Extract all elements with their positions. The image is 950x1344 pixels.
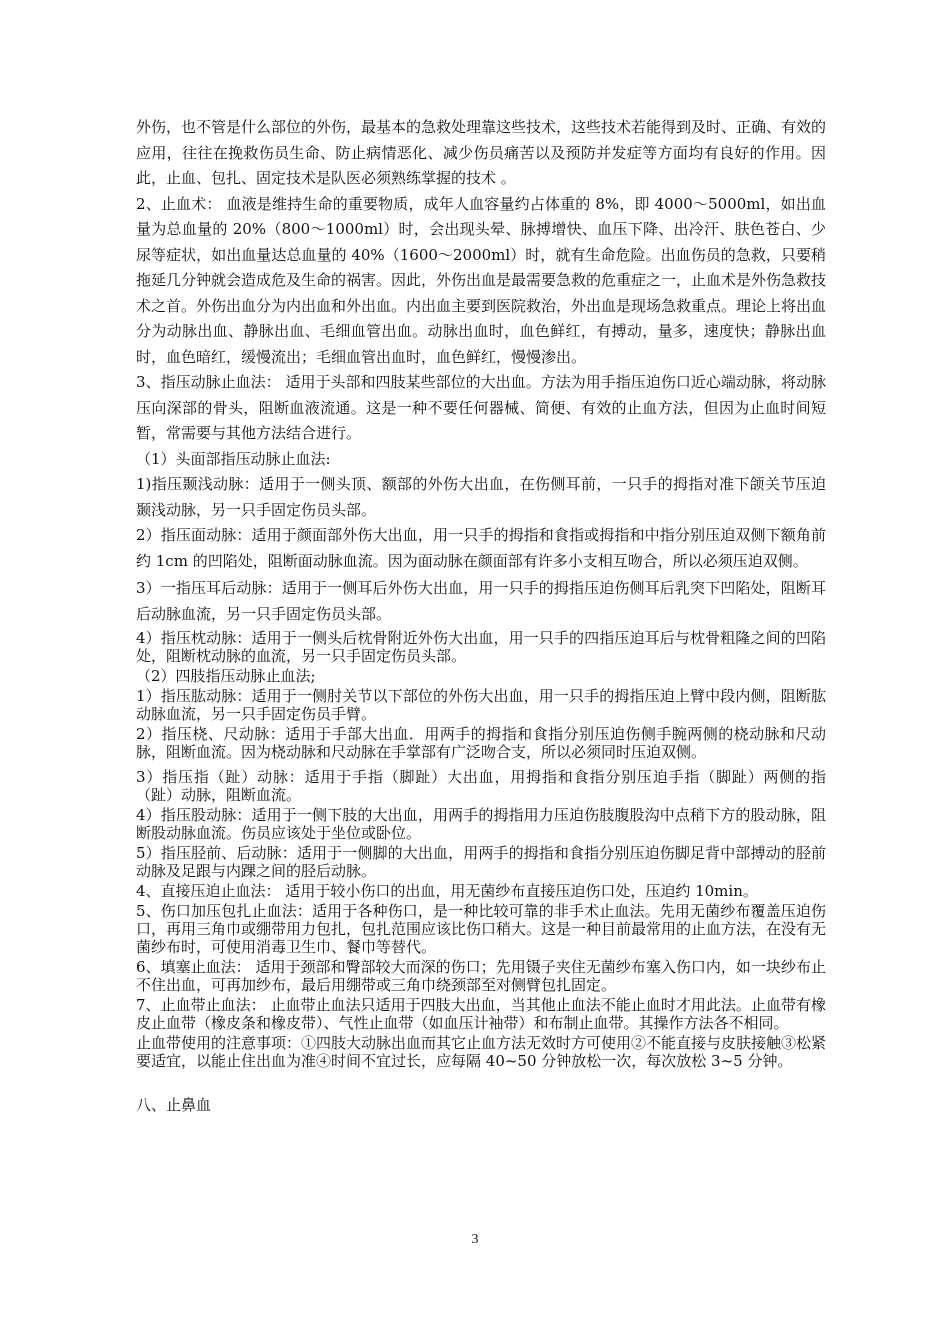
- paragraph-intro: 外伤，也不管是什么部位的外伤，最基本的急救处理靠这些技术，这些技术若能得到及时、正确、有效的应用，往往在挽救伤员生命、防止病情恶化、减少伤员痛苦以及预防并发症等方面均有良好的作用。因此，止血、包扎、固定技术是队医必须熟练掌握的技术 。: [136, 118, 827, 187]
- paragraph-femoral-artery: 4）指压股动脉：适用于一侧下肢的大出血，用两手的拇指用力压迫伤肢腹股沟中点稍下方的股动脉，阻断股动脉血流。伤员应该处于坐位或卧位。: [136, 806, 826, 842]
- paragraph-radial-ulnar: 2）指压桡、尺动脉：适用于手部大出血．用两手的拇指和食指分别压迫伤侧手腕两侧的桡动脉和尺动脉，阻断血流。因为桡动脉和尺动脉在手掌部有广泛吻合支，所以必须同时压迫双侧。: [136, 725, 826, 761]
- paragraph-brachial-artery: 1）指压肱动脉：适用于一侧肘关节以下部位的外伤大出血，用一只手的拇指压迫上臂中段内侧，阻断肱动脉血流，另一只手固定伤员手臂。: [136, 687, 826, 723]
- paragraph-packing: 6、填塞止血法： 适用于颈部和臀部较大而深的伤口；先用镊子夹住无菌纱布塞入伤口内，如一块纱布止不住出血，可再加纱布，最后用绷带或三角巾绕颈部至对侧臂包扎固定。: [136, 958, 826, 994]
- paragraph-tourniquet: 7、止血带止血法： 止血带止血法只适用于四肢大出血，当其他止血法不能止血时才用此法。止血带有橡皮止血带（橡皮条和橡皮带）、气性止血带（如血压计袖带）和布制止血带。其操作方法各不相同。: [136, 996, 826, 1032]
- paragraph-digital-artery: 3）指压指（趾）动脉：适用于手指（脚趾）大出血，用拇指和食指分别压迫手指（脚趾）两侧的指（趾）动脉，阻断血流。: [136, 768, 826, 804]
- paragraph-posterior-auricular: 3）一指压耳后动脉：适用于一侧耳后外伤大出血，用一只手的拇指压迫伤侧耳后乳突下凹陷处，阻断耳后动脉血流，另一只手固定伤员头部。: [136, 579, 826, 623]
- subheading-limbs: （2）四肢指压动脉止血法;: [136, 667, 316, 685]
- paragraph-occipital-artery: 4）指压枕动脉：适用于一侧头后枕骨附近外伤大出血，用一只手的四指压迫耳后与枕骨粗隆之间的凹陷处，阻断枕动脉的血流，另一只手固定伤员头部。: [136, 629, 826, 665]
- body-text: [136, 115, 826, 1116]
- paragraph-hemostasis: 2、止血术： 血液是维持生命的重要物质，成年人血容量约占体重的 8%，即 4000～5000ml，如出血量为总血量的 20%（800～1000ml）时，会出现头晕、脉搏增快、血压下降、出冷汗、肤色苍白、少尿等症状，如出血量达总血量的 40%（1600～2000ml）时，就有生命危险。出血伤员的急救，只要稍拖延几分钟就会造成危及生命的祸害。因此，外伤出血是最需要急救的危重症之一，止血术是外伤急救技术之首。外伤出血分为内出血和外出血。内出血主要到医院救治，外出血是现场急救重点。理论上将出血分为动脉出血、静脉出血、毛细血管出血。动脉出血时，血色鲜红，有搏动，量多，速度快；静脉出血时，血色暗红，缓慢流出；毛细血管出血时，血色鲜红，慢慢渗出。: [136, 194, 827, 366]
- section-heading-nosebleed: 八、止鼻血: [136, 1096, 212, 1114]
- paragraph-artery-pressure: 3、指压动脉止血法： 适用于头部和四肢某些部位的大出血。方法为用手指压迫伤口近心端动脉，将动脉压向深部的骨头，阻断血液流通。这是一种不要任何器械、简便、有效的止血方法，但因为止血时间短暂，常需要与其他方法结合进行。: [136, 373, 826, 442]
- page-number: 3: [471, 1232, 479, 1247]
- paragraph-temporal-artery: 1)指压颞浅动脉：适用于一侧头顶、额部的外伤大出血，在伤侧耳前，一只手的拇指对准下颌关节压迫颞浅动脉，另一只手固定伤员头部。: [136, 475, 826, 519]
- paragraph-pressure-bandage: 5、伤口加压包扎止血法：适用于各种伤口，是一种比较可靠的非手术止血法。先用无菌纱布覆盖压迫伤口，再用三角巾或绷带用力包扎，包扎范围应该比伤口稍大。这是一种目前最常用的止血方法，在没有无菌纱布时，可使用消毒卫生巾、餐巾等替代。: [136, 902, 827, 956]
- paragraph-facial-artery: 2）指压面动脉：适用于颜面部外伤大出血，用一只手的拇指和食指或拇指和中指分别压迫双侧下额角前约 1cm 的凹陷处，阻断面动脉血流。因为面动脉在颜面部有许多小支相互吻合，所以必须压迫双侧。: [136, 526, 826, 570]
- paragraph-direct-pressure: 4、直接压迫止血法： 适用于较小伤口的出血，用无菌纱布直接压迫伤口处，压迫约 10min。: [136, 882, 758, 900]
- paragraph-tourniquet-notes: 止血带使用的注意事项：①四肢大动脉出血而其它止血方法无效时方可使用②不能直接与皮肤接触③松紧要适宜，以能止住出血为准④时间不宜过长，应每隔 40~50 分钟放松一次，每次放松 3~5 分钟。: [136, 1034, 827, 1070]
- subheading-head-face: （1）头面部指压动脉止血法:: [136, 449, 331, 468]
- paragraph-tibial-artery: 5）指压胫前、后动脉：适用于一侧脚的大出血，用两手的拇指和食指分别压迫伤脚足背中部搏动的胫前动脉及足跟与内踝之间的胫后动脉。: [136, 844, 826, 880]
